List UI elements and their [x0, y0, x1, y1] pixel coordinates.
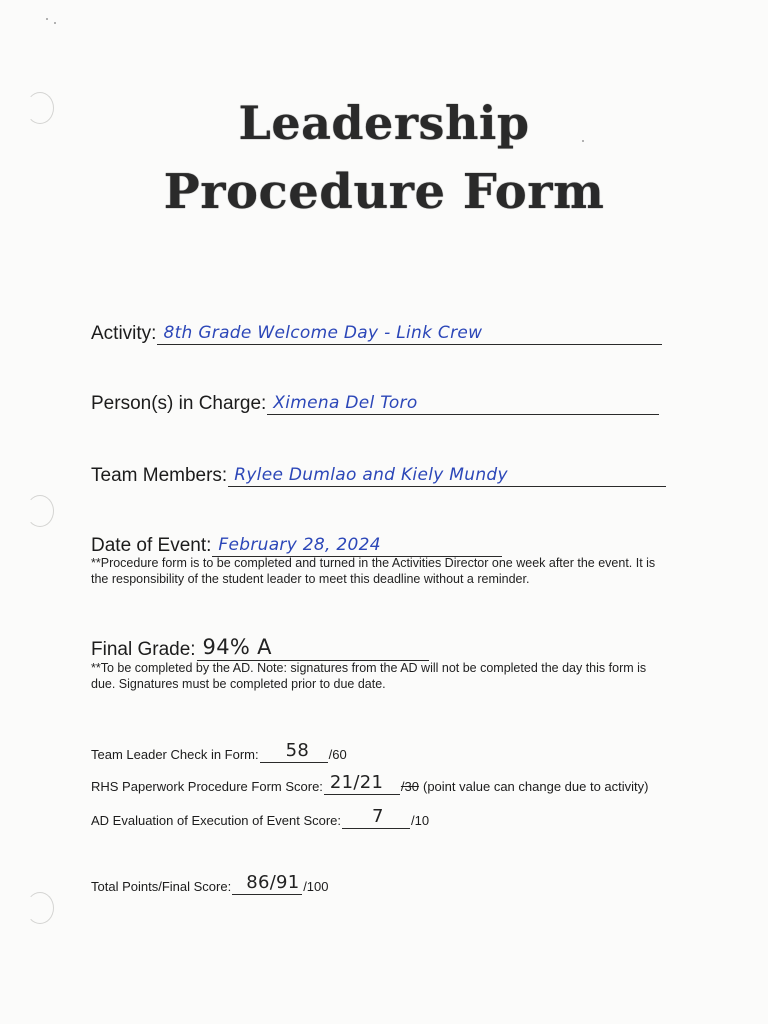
- date-deadline-note: **Procedure form is to be completed and turned in the Activities Director one week after the event. It is the responsibility of the student leader to meet this deadline without a reminder.: [91, 556, 656, 586]
- date-of-event-line[interactable]: [212, 534, 502, 557]
- total-score-field: [91, 872, 329, 895]
- activity-line[interactable]: [157, 322, 662, 345]
- team-leader-check-field: [91, 740, 347, 763]
- team-members-label: Team Members:: [91, 465, 228, 486]
- final-grade-line[interactable]: [197, 635, 429, 661]
- activity-value: 8th Grade Welcome Day - Link Crew: [163, 323, 483, 343]
- team-leader-check-max: /60: [328, 747, 347, 762]
- rhs-paperwork-line[interactable]: [324, 772, 400, 795]
- form-title-line-1: Leadership: [238, 96, 530, 150]
- ad-evaluation-field: [91, 806, 430, 829]
- persons-in-charge-value: Ximena Del Toro: [273, 393, 418, 413]
- date-of-event-label: Date of Event:: [91, 535, 212, 556]
- total-score-label: Total Points/Final Score:: [91, 879, 232, 894]
- total-score-value: 86/91: [246, 872, 300, 893]
- final-grade-label: Final Grade:: [91, 639, 196, 660]
- scan-speck: [46, 18, 48, 20]
- rhs-paperwork-max-struck: /30: [400, 779, 419, 794]
- date-of-event-field: [91, 534, 502, 557]
- ad-evaluation-value: 7: [372, 806, 384, 827]
- activity-label: Activity:: [91, 323, 157, 344]
- activity-field: [91, 322, 662, 345]
- team-members-line[interactable]: [228, 464, 666, 487]
- team-leader-check-value: 58: [285, 740, 310, 761]
- persons-in-charge-line[interactable]: [267, 392, 659, 415]
- persons-in-charge-field: [91, 392, 659, 415]
- team-members-value: Rylee Dumlao and Kiely Mundy: [234, 465, 508, 485]
- ad-evaluation-line[interactable]: [342, 806, 410, 829]
- total-score-line[interactable]: [232, 872, 302, 895]
- rhs-paperwork-field: [91, 772, 649, 795]
- persons-in-charge-label: Person(s) in Charge:: [91, 393, 267, 414]
- team-members-field: [91, 464, 666, 487]
- rhs-paperwork-note: (point value can change due to activity): [423, 779, 649, 794]
- rhs-paperwork-label: RHS Paperwork Procedure Form Score:: [91, 779, 323, 794]
- rhs-paperwork-value: 21/21: [329, 772, 384, 793]
- date-of-event-value: February 28, 2024: [218, 535, 381, 555]
- final-grade-field: [91, 635, 429, 661]
- final-grade-note: **To be completed by the AD. Note: signatures from the AD will not be completed the day this form is due. Signatures must be completed prior to due date.: [91, 661, 647, 691]
- final-grade-value: 94% A: [202, 635, 272, 659]
- ad-evaluation-max: /10: [411, 813, 430, 828]
- punch-hole-bottom: [26, 892, 54, 924]
- total-score-max: /100: [303, 879, 329, 894]
- team-leader-check-label: Team Leader Check in Form:: [91, 747, 259, 762]
- ad-evaluation-label: AD Evaluation of Execution of Event Score:: [91, 813, 342, 828]
- team-leader-check-line[interactable]: [260, 740, 328, 763]
- scan-speck: [54, 22, 56, 24]
- form-title-line-2: Procedure Form: [163, 164, 605, 220]
- punch-hole-middle: [26, 495, 54, 527]
